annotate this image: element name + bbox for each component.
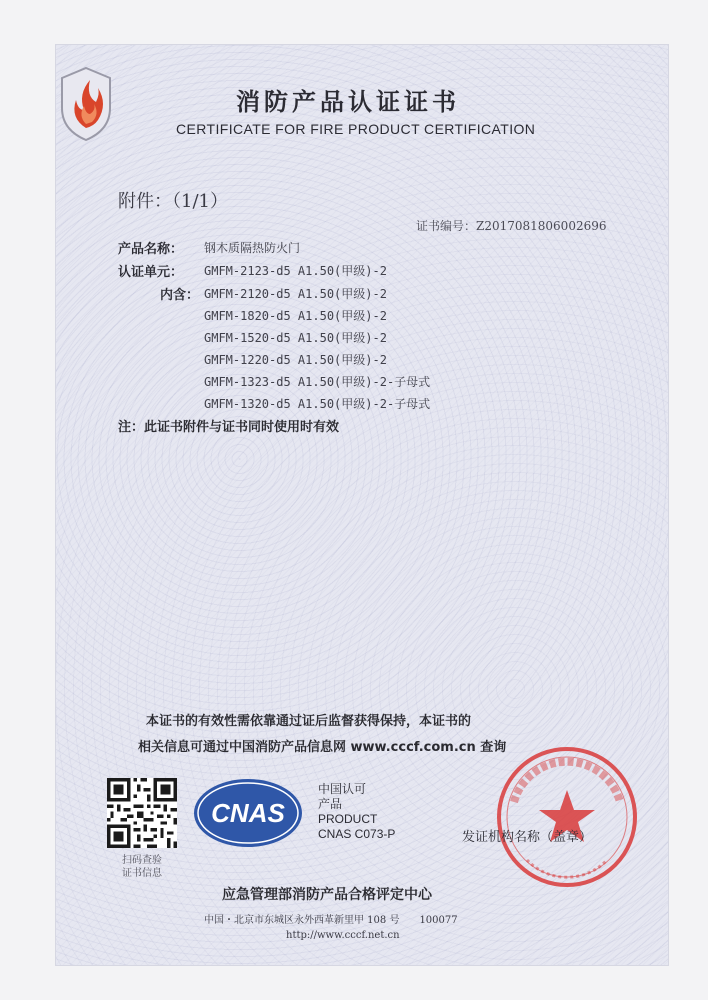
issuer-signature-label: 发证机构名称（盖章）: [462, 830, 593, 845]
red-seal-stamp: [492, 742, 642, 892]
includes-label: 内含：: [160, 288, 200, 303]
cnas-line3: PRODUCT: [318, 812, 378, 826]
certificate-title-en: CERTIFICATE FOR FIRE PRODUCT CERTIFICATION: [176, 121, 536, 137]
includes-item: GMFM-1520-d5 A1.50(甲级)-2: [204, 331, 387, 345]
qr-caption-line2: 证书信息: [122, 868, 162, 879]
cnas-line2: 产品: [318, 797, 343, 811]
footer-website-link[interactable]: http://www.cccf.net.cn: [286, 930, 400, 941]
cnas-line1: 中国认可: [318, 782, 367, 796]
includes-item: GMFM-2120-d5 A1.50(甲级)-2: [204, 287, 387, 301]
validity-statement-line2: 相关信息可通过中国消防产品信息网 www.cccf.com.cn 查询: [138, 740, 507, 755]
footer-address: 中国・北京市东城区永外西革新里甲 108 号 100077: [204, 915, 458, 926]
includes-item: GMFM-1220-d5 A1.50(甲级)-2: [204, 353, 387, 367]
includes-item: GMFM-1320-d5 A1.50(甲级)-2-子母式: [204, 397, 431, 411]
cnas-accreditation-text: [318, 782, 395, 842]
validity-note: 注：此证书附件与证书同时使用时有效: [118, 420, 340, 435]
cnas-logo-text: CNAS: [211, 798, 285, 828]
qr-caption-line1: 扫码查验: [122, 855, 162, 866]
includes-item: GMFM-1323-d5 A1.50(甲级)-2-子母式: [204, 375, 431, 389]
cert-unit-label: 认证单元：: [118, 265, 184, 280]
certificate-title-cn: 消防产品认证证书: [236, 88, 460, 116]
certificate-number: 证书编号：Z2017081806002696: [416, 219, 607, 233]
product-name-value: 钢木质隔热防火门: [204, 241, 301, 255]
product-name-label: 产品名称：: [118, 242, 184, 257]
validity-statement-line1: 本证书的有效性需依靠通过证后监督获得保持，本证书的: [146, 714, 472, 729]
issuing-organization: 应急管理部消防产品合格评定中心: [222, 887, 432, 903]
cnas-line4: CNAS C073-P: [318, 827, 396, 841]
includes-item: GMFM-1820-d5 A1.50(甲级)-2: [204, 309, 387, 323]
cnas-logo: [192, 777, 304, 849]
attachment-label: 附件：（1/1）: [118, 191, 228, 212]
qr-code-icon[interactable]: [107, 778, 177, 848]
cert-unit-value: GMFM-2123-d5 A1.50(甲级)-2: [204, 264, 387, 278]
fire-logo-icon: [56, 64, 116, 144]
